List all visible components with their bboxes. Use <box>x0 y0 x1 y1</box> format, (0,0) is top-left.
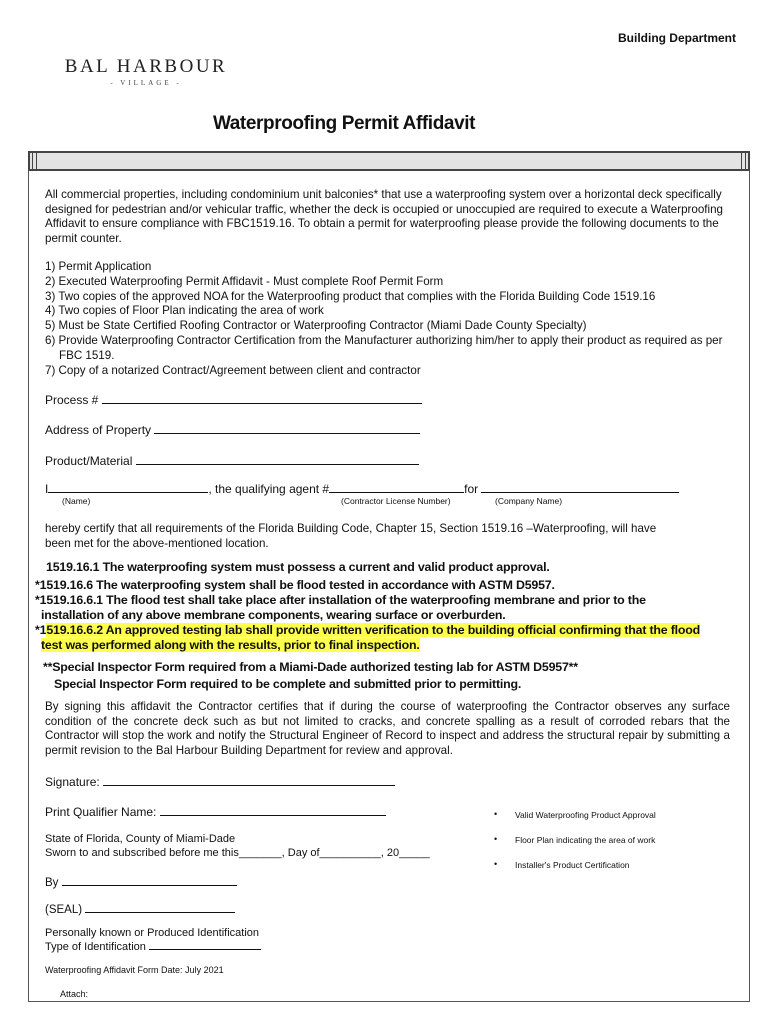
by-label: By <box>45 877 59 889</box>
state-county: State of Florida, County of Miami-Dade <box>45 833 236 845</box>
product-line[interactable] <box>136 452 419 465</box>
seal-field[interactable] <box>45 900 235 916</box>
list-item: 6) Provide Waterproofing Contractor Certification from the Manufacturer authorizing him/her to apply their product as required as per FBC 1519. <box>45 333 723 362</box>
form-date: Waterproofing Affidavit Form Date: July 2021 <box>45 965 224 975</box>
logo-name: BAL HARBOUR <box>64 56 228 77</box>
attachments-list <box>494 810 656 885</box>
list-item: • Installer's Product Certification <box>494 860 656 885</box>
by-line[interactable] <box>62 873 237 886</box>
signing-paragraph: By signing this affidavit the Contractor certifies that if during the course of waterproofing the Contractor observes any surface condition of the concrete deck such as but not limited to cracks, and concrete spalling as a result of corroded rebars that the Contractor will stop the work and notify the Structural Engineer of Record to inspect and address the structural repair by submitting a permit revision to the Bal Harbour Building Department for review and approval. <box>45 700 730 757</box>
page-title: Waterproofing Permit Affidavit <box>212 113 476 134</box>
seal-line[interactable] <box>85 900 235 913</box>
rule-1519-16-6-2-cont <box>41 638 420 653</box>
department-label: Building Department <box>617 31 736 45</box>
signature-label: Signature: <box>45 775 100 789</box>
name-caption: (Name) <box>62 496 91 506</box>
license-caption: (Contractor License Number) <box>341 496 451 506</box>
process-line[interactable] <box>102 391 422 404</box>
logo-subtitle: - VILLAGE - <box>110 79 182 87</box>
company-line[interactable] <box>481 480 679 493</box>
attach-label: Attach: <box>60 989 89 999</box>
requirements-list <box>45 260 735 378</box>
product-field[interactable] <box>45 452 419 468</box>
signature-line[interactable] <box>103 773 395 786</box>
list-item: 5) Must be State Certified Roofing Contractor or Waterproofing Contractor (Miami Dade County Specialty) <box>45 319 587 333</box>
rule-star: *1 <box>35 623 47 637</box>
highlighted-text: test was performed along with the results, prior to final inspection. <box>41 638 420 652</box>
process-label: Process # <box>45 393 99 407</box>
process-field[interactable] <box>45 391 422 407</box>
address-line[interactable] <box>154 421 420 434</box>
name-line[interactable] <box>48 480 208 493</box>
address-field[interactable] <box>45 421 420 437</box>
list-item: 2) Executed Waterproofing Permit Affidavit - Must complete Roof Permit Form <box>45 274 444 288</box>
list-item: • Floor Plan indicating the area of work <box>494 835 656 860</box>
signature-field[interactable] <box>45 773 395 789</box>
list-item: 3) Two copies of the approved NOA for the Waterproofing product that complies with the Florida Building Code 1519.16 <box>45 289 656 303</box>
rule-1519-16-6-2 <box>35 623 700 638</box>
company-caption: (Company Name) <box>495 496 563 506</box>
list-item: 1) Permit Application <box>45 260 152 273</box>
qualifier-line[interactable] <box>160 803 386 816</box>
sworn-line[interactable]: Sworn to and subscribed before me this_______, Day of__________, 20_____ <box>45 847 430 859</box>
for-label: for <box>464 482 479 496</box>
seal-label: (SEAL) <box>45 904 83 916</box>
intro-paragraph: All commercial properties, including condominium unit balconies* that use a waterproofing system over a horizontal deck specifically designed for pedestrian and/or vehicular traffic, whether the deck is occupied or unoccupied are required to execute a Waterproofing Affidavit to ensure compliance with FBC1519.16. To obtain a permit for waterproofing please provide the following documents to the permit counter. <box>45 188 723 245</box>
special-inspector-requirement: Special Inspector Form required to be complete and submitted prior to permitting. <box>54 677 522 691</box>
qualifying-agent-label: , the qualifying agent # <box>208 482 330 496</box>
agent-field[interactable] <box>45 480 679 496</box>
list-item: 7) Copy of a notarized Contract/Agreement between client and contractor <box>45 363 421 377</box>
address-label: Address of Property <box>45 423 152 437</box>
identification-type-field[interactable] <box>45 939 261 955</box>
identification-type-line[interactable] <box>149 939 261 950</box>
header-bar <box>28 151 750 171</box>
qualifier-label: Print Qualifier Name: <box>45 805 157 819</box>
highlighted-text: 519.16.6.2 An approved testing lab shall provide written verification to the building official confirming that the flood <box>46 623 700 637</box>
product-label: Product/Material <box>45 454 133 468</box>
by-field[interactable] <box>45 873 237 889</box>
list-item: • Valid Waterproofing Product Approval <box>494 810 656 835</box>
rule-1519-16-6-1: *1519.16.6.1 The flood test shall take place after installation of the waterproofing membrane and prior to the <box>35 593 646 607</box>
rule-1519-16-6: *1519.16.6 The waterproofing system shall be flood tested in accordance with ASTM D5957. <box>35 578 555 592</box>
rule-1519-16-1: 1519.16.1 The waterproofing system must possess a current and valid product approval. <box>46 560 550 574</box>
i-label: I <box>45 482 49 496</box>
bal-harbour-logo <box>64 56 228 87</box>
special-inspector-note: **Special Inspector Form required from a Miami-Dade authorized testing lab for ASTM D5957** <box>43 660 578 674</box>
identification-type-label: Type of Identification <box>45 941 146 953</box>
rule-1519-16-6-1-cont: installation of any above membrane components, wearing surface or overburden. <box>41 608 506 622</box>
list-item: 4) Two copies of Floor Plan indicating the area of work <box>45 304 324 318</box>
certify-paragraph: hereby certify that all requirements of the Florida Building Code, Chapter 15, Section 1519.16 –Waterproofing, will have been met for the above-mentioned location. <box>45 522 657 550</box>
license-line[interactable] <box>329 480 464 493</box>
qualifier-field[interactable] <box>45 803 386 819</box>
identification-note: Personally known or Produced Identification <box>45 927 260 939</box>
